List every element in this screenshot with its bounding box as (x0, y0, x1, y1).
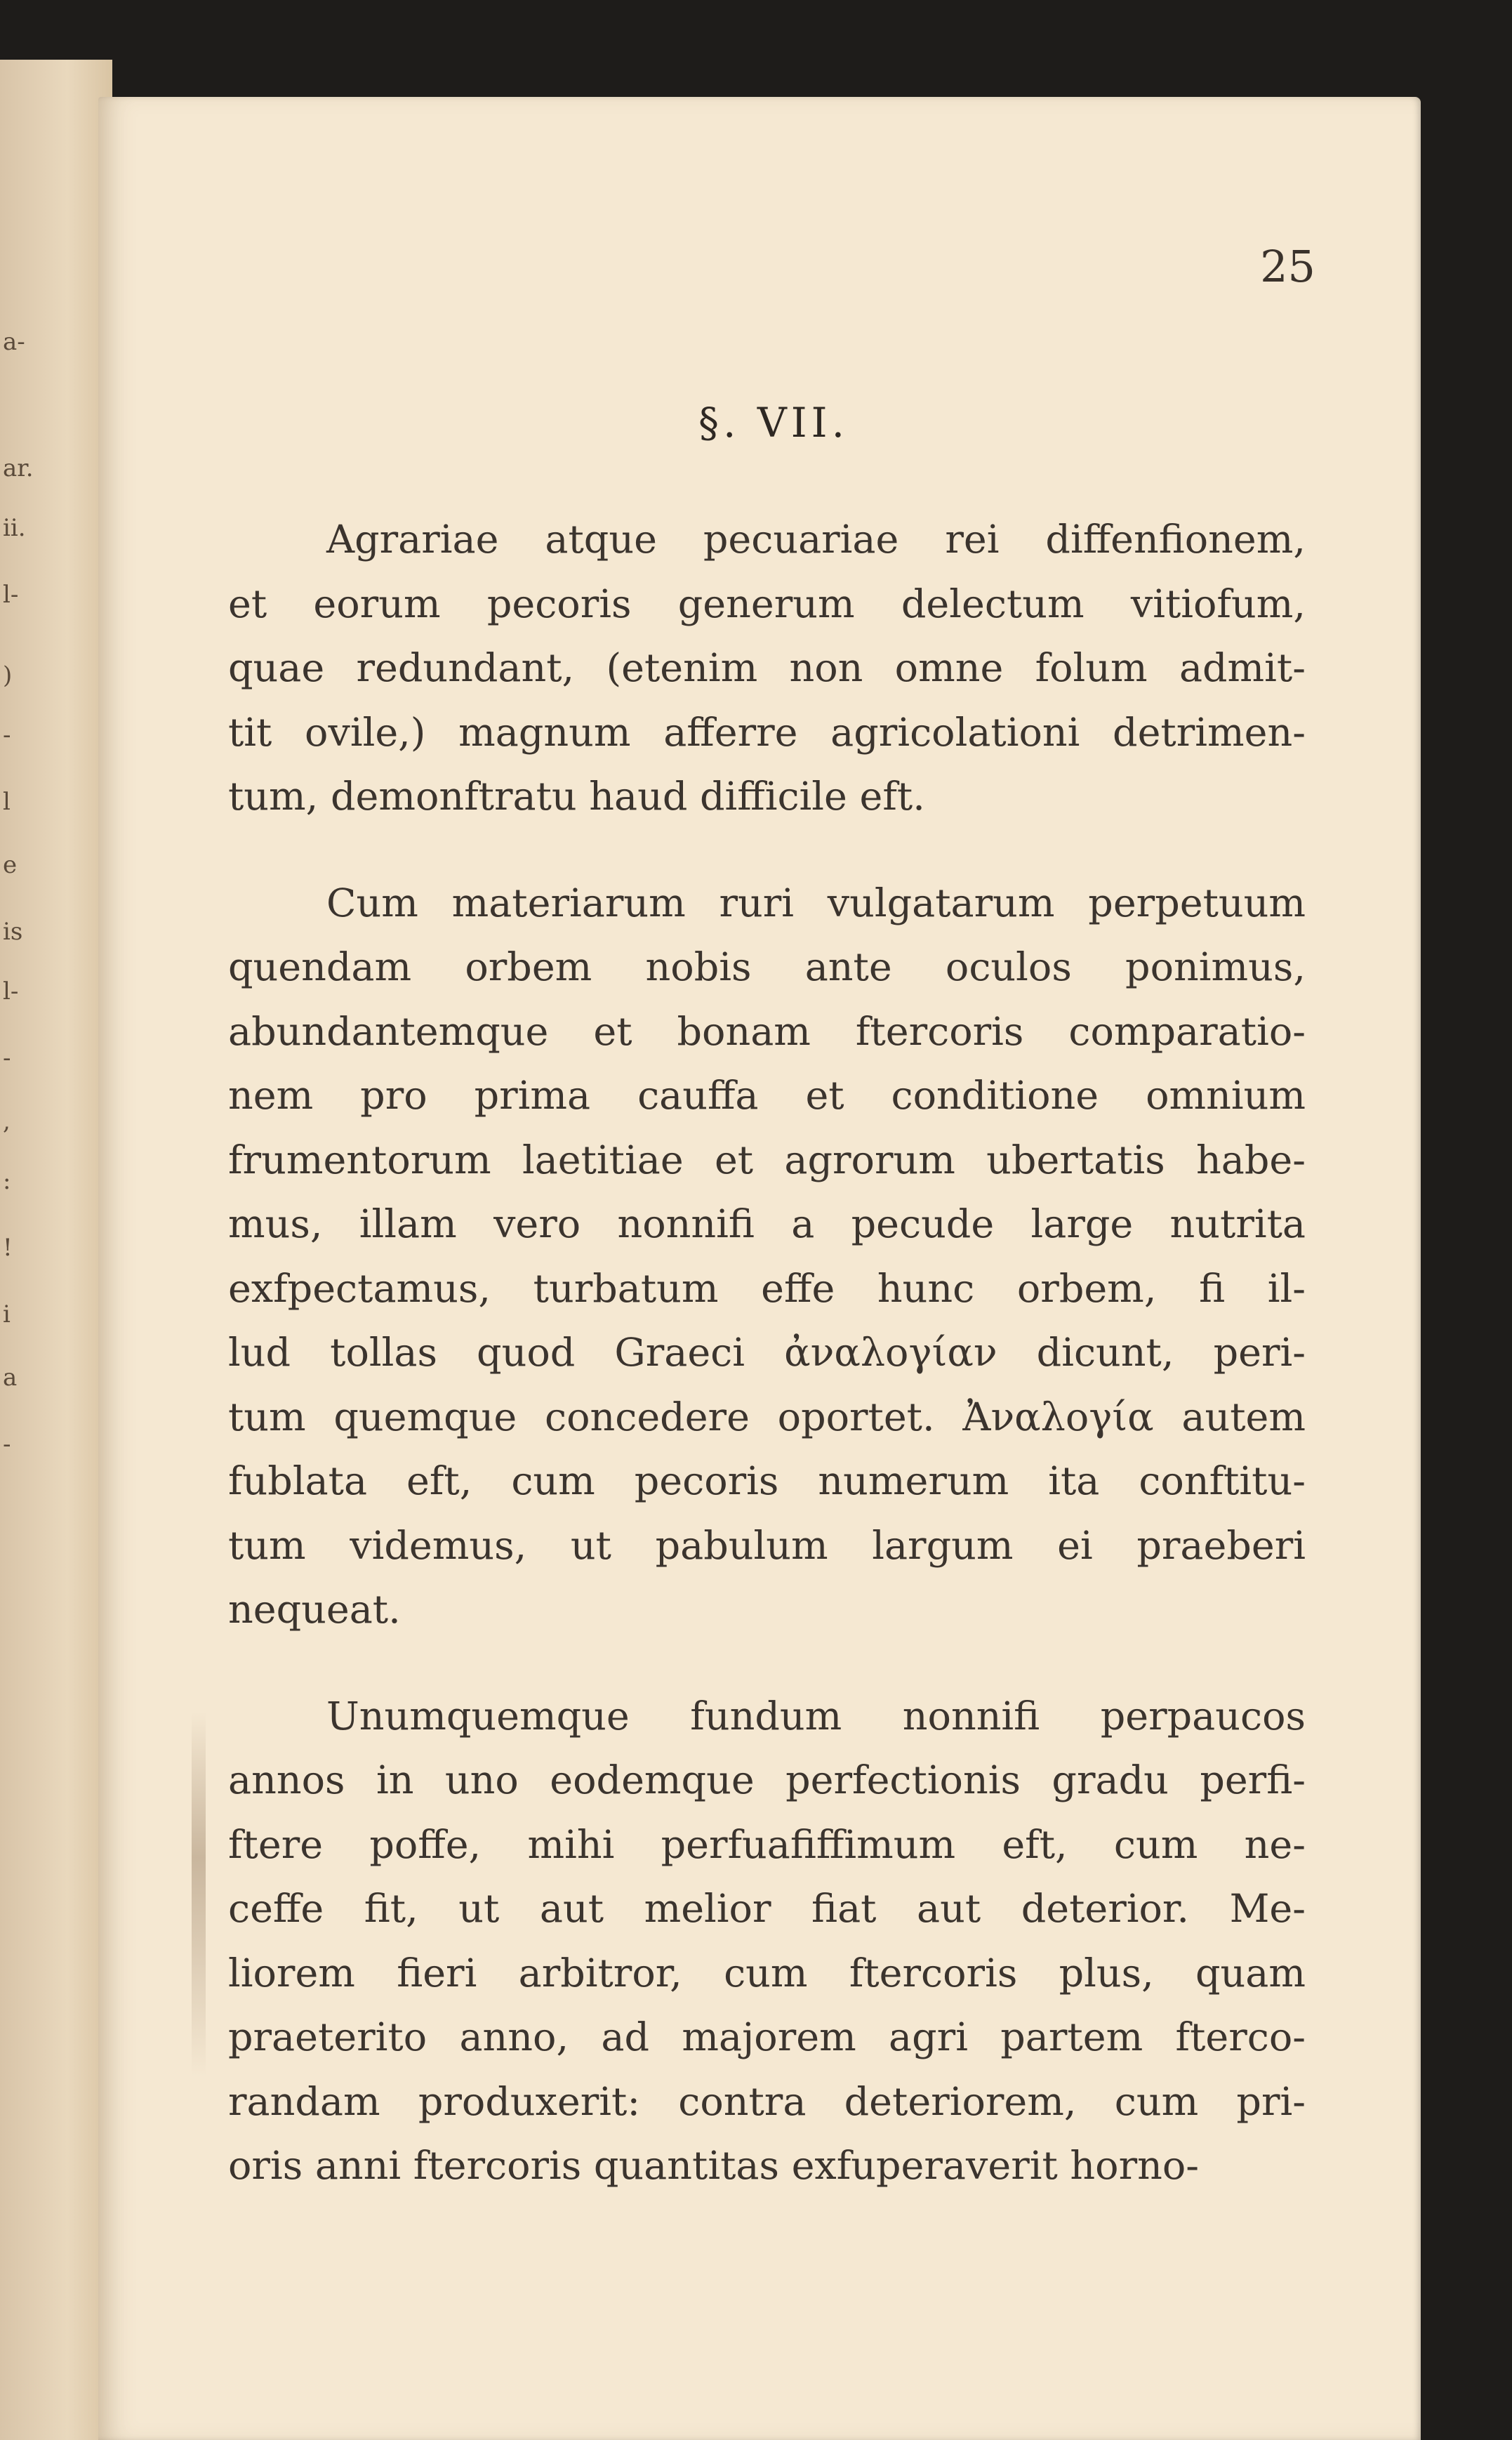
paragraph (228, 871, 1306, 1642)
body-text (228, 508, 1306, 2241)
text-line: fublata eft, cum pecoris numerum ita conftitu- (228, 1458, 1306, 1504)
text-line: quae redundant, (etenim non omne folum admit- (228, 645, 1306, 691)
text-line: frumentorum laetitiae et agrorum ubertatis habe- (228, 1137, 1306, 1183)
text-line: lud tollas quod Graeci ἀναλογίαν dicunt, peri- (228, 1330, 1306, 1376)
text-line: oris anni ftercoris quantitas exfuperaverit horno- (228, 2143, 1200, 2189)
text-line: nem pro prima cauffa et conditione omnium (228, 1073, 1306, 1119)
facing-page-fragment: l (3, 788, 11, 816)
facing-page-fragment: ar. (3, 454, 34, 482)
text-line: Cum materiarum ruri vulgatarum perpetuum (326, 880, 1306, 926)
facing-page-fragment: l- (3, 977, 19, 1005)
facing-page-fragment: is (3, 918, 23, 946)
text-line: randam produxerit: contra deteriorem, cum pri- (228, 2078, 1306, 2125)
facing-page-fragment: a (3, 1364, 18, 1392)
text-line: mus, illam vero nonnifi a pecude large nutrita (228, 1201, 1306, 1247)
text-line: Agrariae atque pecuariae rei diffenfionem, (326, 517, 1306, 562)
facing-page-fragment: a- (3, 328, 25, 356)
text-line: et eorum pecoris generum delectum vitiofum, (228, 581, 1306, 627)
text-line: ftere poffe, mihi perfuafiffimum eft, cum ne- (228, 1821, 1306, 1868)
facing-page-fragment: ii. (3, 514, 26, 542)
text-line: exfpectamus, turbatum effe hunc orbem, fi il- (228, 1265, 1306, 1312)
text-line: liorem fieri arbitror, cum ftercoris plus, quam (228, 1950, 1306, 1996)
text-line: tum videmus, ut pabulum largum ei praeberi (228, 1522, 1306, 1569)
facing-page-fragment: - (3, 1430, 11, 1458)
page-number: 25 (1260, 241, 1315, 292)
text-line: ceffe fit, ut aut melior fiat aut deterior. Me- (228, 1886, 1306, 1932)
facing-page-fragment: i (3, 1300, 11, 1328)
text-line: annos in uno eodemque perfectionis gradu perfi- (228, 1758, 1306, 1803)
facing-page-fragment: - (3, 1044, 11, 1072)
text-line: tum quemque concedere oportet. Ἀναλογία autem (228, 1394, 1306, 1440)
text-line: praeterito anno, ad majorem agri partem fterco- (228, 2014, 1306, 2060)
facing-page-fragment: l- (3, 581, 19, 609)
paragraph (228, 1684, 1306, 2198)
text-line: abundantemque et bonam ftercoris comparatio- (228, 1008, 1306, 1055)
facing-page-fragment: e (3, 851, 18, 879)
facing-page-fragment: - (3, 721, 11, 749)
facing-page-fragment: : (3, 1167, 11, 1195)
text-line: quendam orbem nobis ante oculos ponimus, (228, 944, 1306, 990)
book-page (98, 97, 1421, 2440)
section-heading: §. VII. (698, 399, 849, 447)
paragraph (228, 508, 1306, 829)
text-line: nequeat. (228, 1587, 401, 1633)
text-line: tum, demonftratu haud difficile eft. (228, 774, 925, 819)
facing-page-fragment: ! (3, 1234, 13, 1262)
page-stain (192, 1712, 206, 2077)
text-line: Unumquemque fundum nonnifi perpaucos (326, 1693, 1306, 1739)
text-line: tit ovile,) magnum afferre agricolationi detrimen- (228, 709, 1306, 756)
facing-page-fragment: ) (3, 661, 13, 690)
facing-page-fragment: , (3, 1107, 11, 1135)
